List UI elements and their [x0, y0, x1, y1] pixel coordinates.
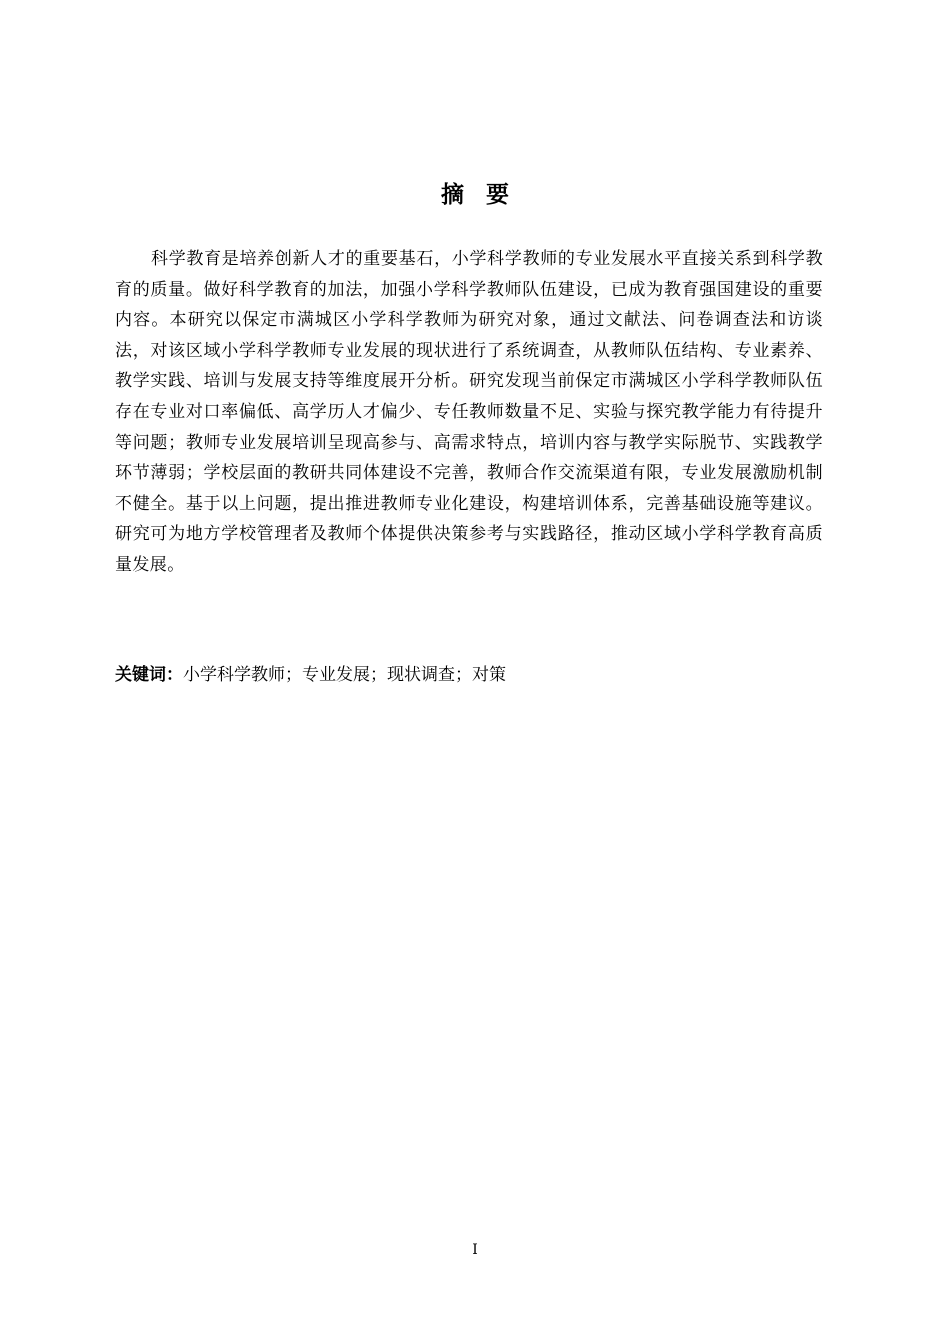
abstract-body: 科学教育是培养创新人才的重要基石，小学科学教师的专业发展水平直接关系到科学教育的质量。做好科学教育的加法，加强小学科学教师队伍建设，已成为教育强国建设的重要内容。本研究以保定市满城区小学科学教师为研究对象，通过文献法、问卷调查法和访谈法，对该区域小学科学教师专业发展的现状进行了系统调查，从教师队伍结构、专业素养、教学实践、培训与发展支持等维度展开分析。研究发现当前保定市满城区小学科学教师队伍存在专业对口率偏低、高学历人才偏少、专任教师数量不足、实验与探究教学能力有待提升等问题；教师专业发展培训呈现高参与、高需求特点，培训内容与教学实际脱节、实践教学环节薄弱；学校层面的教研共同体建设不完善，教师合作交流渠道有限，专业发展激励机制不健全。基于以上问题，提出推进教师专业化建设，构建培训体系，完善基础设施等建议。研究可为地方学校管理者及教师个体提供决策参考与实践路径，推动区域小学科学教育高质量发展。 [115, 249, 823, 575]
page-title [0, 176, 950, 209]
page-number: I [472, 1242, 478, 1258]
title-char-2: 要 [486, 182, 509, 208]
keywords-line [115, 660, 823, 690]
keywords-value: 小学科学教师；专业发展；现状调查；对策 [183, 665, 506, 685]
title-char-1: 摘 [441, 182, 464, 208]
keywords-label: 关键词： [115, 665, 183, 685]
